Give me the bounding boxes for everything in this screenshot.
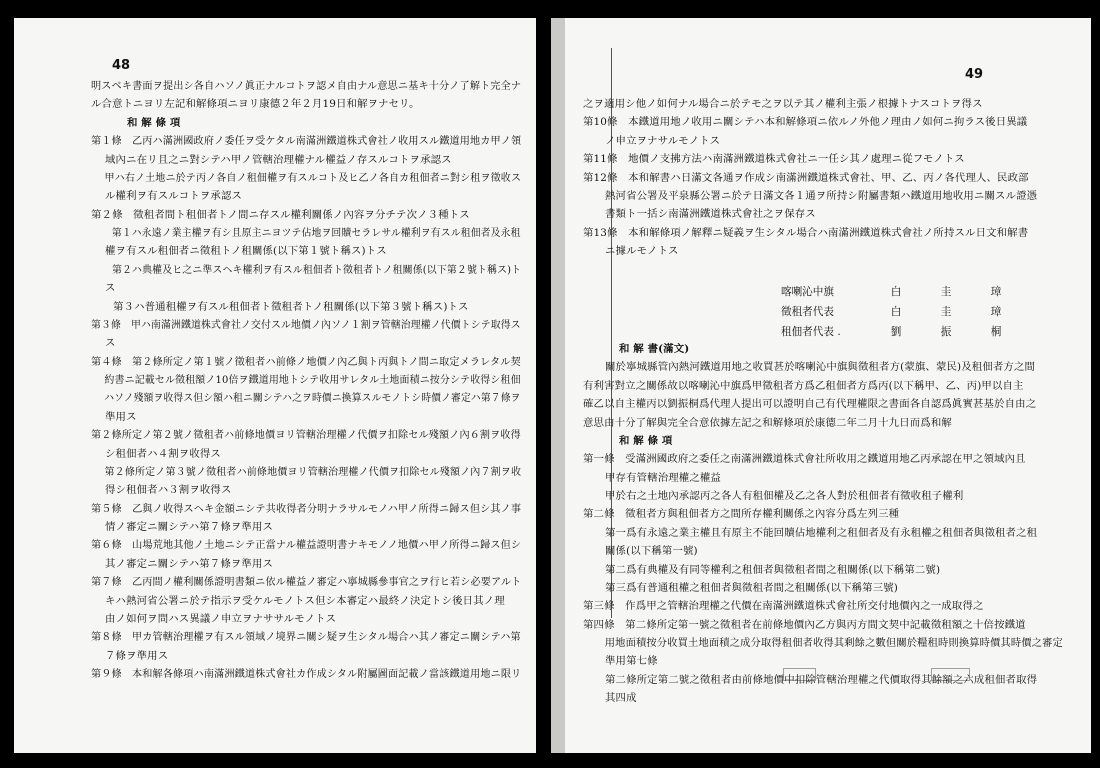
signatory-name-char: 圭	[940, 286, 952, 298]
text-line: 第７條 乙丙間ノ權利關係證明書類ニ依ル權益ノ審定ハ寧城縣參事官之ヲ行ヒ若シ必要アルト	[91, 576, 522, 589]
text-line: ル權利ヲ有スルコトヲ承認ス	[105, 190, 243, 203]
text-line: 其ノ審定ニ關シテハ第７條ヲ準用ス	[105, 557, 274, 570]
section-heading: 和 解 條 項	[127, 116, 181, 129]
text-line: 第４條 第２條所定ノ第１號ノ徵租者ハ前條ノ地價ノ內乙與ト丙與トノ間ニ取定メラレタル契	[91, 355, 521, 368]
gutter-shadow	[551, 18, 565, 753]
text-line: 第３ハ普通租權ヲ有スル租佃者ト徵租者トノ租關係(以下第３號ト稱ス)トス	[113, 300, 469, 313]
page-number-right: 49	[965, 67, 984, 82]
text-line: ノ申立ヲナサルモノトス	[605, 134, 721, 147]
text-line: 關於寧城縣管內熱河鐵道用地之收買甚於喀喇沁中旗與徵租者方(蒙旗、蒙民)及租佃者方之間	[605, 361, 1036, 374]
text-line: ス	[105, 337, 116, 350]
signature-row	[781, 282, 1021, 302]
text-line: 得シ租佃者ハ３割ヲ收得ス	[105, 484, 232, 497]
section-heading: 和 解 條 項	[619, 434, 673, 447]
signatory-name-char: 璋	[990, 306, 1002, 318]
signatory-name-char: 白	[890, 286, 902, 298]
text-line: 第１ハ永遠ノ業主權ヲ有シ且原主ニヨツテ佔地ヲ回贖セラレサル權利ヲ有スル租佃者及永租	[111, 227, 521, 239]
text-line: 第四條 第二條所定第一號之徵租者在前條地價內乙方與丙方間文契中記載徵租額之十倍按鐵道	[583, 618, 1026, 631]
text-line: 第５條 乙與ノ收得スヘキ金額ニシテ共收得者分明ナラサルモノハ甲ノ所得ニ歸ス但シ其ノ事	[91, 502, 522, 515]
text-line: 甲ハ右ノ土地ニ於テ丙ノ各自ノ租佃權ヲ有スルコト及ヒ乙ノ各自カ租佃者ニ對シ租ヲ徵收ス	[104, 171, 522, 184]
text-line: ス	[105, 282, 116, 295]
text-line: 第二條所定第二號之徵租者由前條地價中扣除管轄治理權之代價取得其餘額之六成租佃者取得	[605, 673, 1038, 686]
text-line: 第６條 山場荒地其他ノ土地ニシテ正當ナル權益證明書ナキモノノ地價ハ甲ノ所得ニ歸ス但シ	[91, 539, 522, 552]
text-line: 明スベキ書面ヲ提出シ各自ハソノ眞正ナルコトヲ認メ自由ナル意思ニ基キ十分ノ了解ト完全ナ	[91, 80, 522, 92]
text-line: 第３條 甲ハ南滿洲鐵道株式會社ノ交付スル地價ノ內ソノ１割ヲ管轄治理權ノ代價トシテ取得ス	[91, 318, 521, 331]
left-page	[14, 18, 536, 753]
signatory-name-char: 振	[940, 326, 952, 338]
left-page-text	[91, 80, 521, 686]
text-line: 第13條 本和解條項ノ解釋ニ疑義ヲ生シタル場合ハ南滿洲鐵道株式會社ノ所持スル日文和解書	[583, 226, 1029, 239]
text-line: 關係(以下稱第一號)	[605, 545, 698, 558]
text-line: ル合意トニヨリ左記和解條項ニヨリ康德２年２月19日和解ヲナセリ。	[91, 98, 420, 111]
text-line: 第二爲有典權及有同等權利之租佃者與徵租者間之租關係(以下稱第二號)	[605, 563, 941, 576]
right-page-text-top	[583, 98, 1063, 263]
text-line: 準用第七條	[605, 655, 658, 668]
faded-stamp	[783, 668, 816, 681]
text-line: 確乙以自主權丙以劉振桐爲代理人提出可以證明自己有代理權限之書面各自認爲眞實甚基於自由之	[583, 398, 1037, 411]
text-line: 書類ト一括シ南滿洲鐵道株式會社之ヲ保存ス	[605, 208, 816, 221]
text-line: 權ヲ有スル租佃者ニ徵租トノ租關係(以下第１號ト稱ス)トス	[105, 245, 387, 258]
text-line: 情ノ審定ニ關シテハ第７條ヲ準用ス	[105, 521, 274, 533]
text-line: 約書ニ記載セル徵租額ノ10倍ヲ鐵道用地トシテ收用サレタル土地面積ニ按分シテ收得シ租佃	[104, 374, 521, 386]
signatory-name-char: 桐	[990, 326, 1002, 338]
right-page	[551, 18, 1091, 753]
signature-row	[781, 322, 1021, 342]
text-line: 第２條所定ノ第２號ノ徵租者ハ前條地價ヨリ管轄治理權ノ代價ヲ扣除セル殘額ノ內６割ヲ收得	[91, 429, 521, 442]
text-line: 第２條所定ノ第３號ノ徵租者ハ前條地價ヨリ管轄治理權ノ代價ヲ扣除セル殘額ノ內７割ヲ收	[104, 465, 522, 478]
signatory-name-char: 劉	[890, 326, 902, 338]
right-page-text-bottom	[583, 343, 1063, 711]
text-line: ハソノ殘額ヲ收得ス但シ額ハ租ニ關シテハ之ヲ時價ニ換算スルモノトシ時價ノ審定ハ第７條ヲ	[104, 392, 521, 405]
text-line: 由ノ如何ヲ問ハス異議ノ申立ヲナササルモノトス	[105, 612, 337, 625]
text-line: 第９條 本和解各條項ハ南滿洲鐵道株式會社カ作成シタル附屬圖面記載ノ當該鐵道用地ニ限リ	[91, 668, 522, 680]
text-line: ７條ヲ準用ス	[105, 649, 169, 662]
text-line: 其四成	[605, 692, 637, 705]
text-line: 甲於右之土地內承認丙之各人有租佃權及乙之各人對於租佃者有徵收租子權利	[605, 490, 964, 502]
text-line: 準用ス	[105, 410, 137, 423]
text-line: 第１條 乙丙ハ滿洲國政府ノ委任ヲ受ケタル南滿洲鐵道株式會社ノ收用スル鐵道用地カ甲ノ領	[91, 135, 522, 148]
text-line: 第８條 甲カ管轄治理權ヲ有スル領域ノ境界ニ關シ疑ヲ生シタル場合ハ其ノ審定ニ關シテハ第	[91, 631, 521, 644]
text-line: 意思由十分了解與完全合意依據左記之和解條項於康德二年二月十九日而爲和解	[583, 416, 952, 429]
signatory-role: 租佃者代表 .	[781, 326, 841, 338]
text-line: 第２ハ典權及ヒ之ニ準スヘキ權利ヲ有スル租佃者ト徵租者トノ租關係(以下第２號ト稱ス)ト	[111, 263, 522, 276]
text-line: 第２條 徵租者間ト租佃者トノ間ニ存スル權利關係ノ內容ヲ分チテ次ノ３種トス	[91, 208, 470, 221]
text-line: ニ據ルモノトス	[605, 245, 679, 257]
text-line: 熱河省公署及平泉縣公署ニ於テ日滿文各１通ヲ所持シ附屬書類ハ鐵道用地收用ニ關スル證憑	[605, 189, 1038, 202]
page-number-left: 48	[112, 58, 131, 73]
signature-block	[781, 282, 1021, 342]
text-line: 之ヲ適用シ他ノ如何ナル場合ニ於テモ之ヲ以テ其ノ權利主張ノ根據トナスコトヲ得ス	[583, 98, 983, 110]
text-line: 甲存有管轄治理權之權益	[605, 471, 721, 484]
text-line: 第一爲有永遠之業主權且有原主不能回贖佔地權利之租佃者及有永租權之租佃者與徵租者之租	[605, 526, 1038, 539]
text-line: キハ熱河省公署ニ於テ指示ヲ受ケルモノトス但シ本審定ハ最終ノ決定トシ後日其ノ理	[105, 594, 505, 607]
section-heading: 和 解 書(滿文)	[619, 343, 690, 355]
signatory-name-char: 璋	[990, 286, 1002, 298]
signatory-role: 徵租者代表	[781, 306, 834, 318]
text-line: 第12條 本和解書ハ日滿文各通ヲ作成シ南滿洲鐵道株式會社、甲、乙、丙ノ各代理人、民政部	[583, 171, 1029, 184]
text-line: 第11條 地價ノ支拂方法ハ南滿洲鐵道株式會社ニ一任シ其ノ處理ニ從フモノトス	[583, 153, 965, 166]
text-line: 第10條 本鐵道用地ノ收用ニ關シテハ本和解條項ニ依ルノ外他ノ理由ノ如何ニ拘ラス後日異議	[583, 116, 1028, 129]
signatory-name-char: 白	[890, 306, 902, 318]
text-line: 第三條 作爲甲之管轄治理權之代價在南滿洲鐵道株式會社所交付地價內之一成取得之	[583, 600, 984, 613]
text-line: 第二條 徵租者方與租佃者方之間所存權利關係之內容分爲左列三種	[583, 508, 900, 521]
text-line: 第三爲有普通租權之租佃者與徵租者間之租關係(以下稱第三號)	[605, 581, 899, 594]
signature-row	[781, 302, 1021, 322]
signatory-role: 喀喇沁中旗	[781, 286, 834, 298]
text-line: 域內ニ在リ且之ニ對シテハ甲ノ管轄治理權ナル權益ノ存スルコトヲ承認ス	[105, 153, 452, 166]
faded-stamp-2	[931, 668, 970, 681]
text-line: 有利害對立之關係故以喀喇沁中旗爲甲徵租者方爲乙租佃者方爲丙(以下稱甲、乙、丙)甲以自主	[583, 379, 1024, 392]
text-line: 用地面積按分收買土地面積之成分取得租佃者收得其剩餘之數但關於糧租時則換算時價其時價之審定	[604, 637, 1063, 649]
signatory-name-char: 圭	[940, 306, 952, 318]
text-line: 第一條 受滿洲國政府之委任之南滿洲鐵道株式會社所收用之鐵道用地乙丙承認在甲之領域內且	[583, 453, 1026, 466]
text-line: シ租佃者ハ４割ヲ收得ス	[105, 447, 221, 460]
